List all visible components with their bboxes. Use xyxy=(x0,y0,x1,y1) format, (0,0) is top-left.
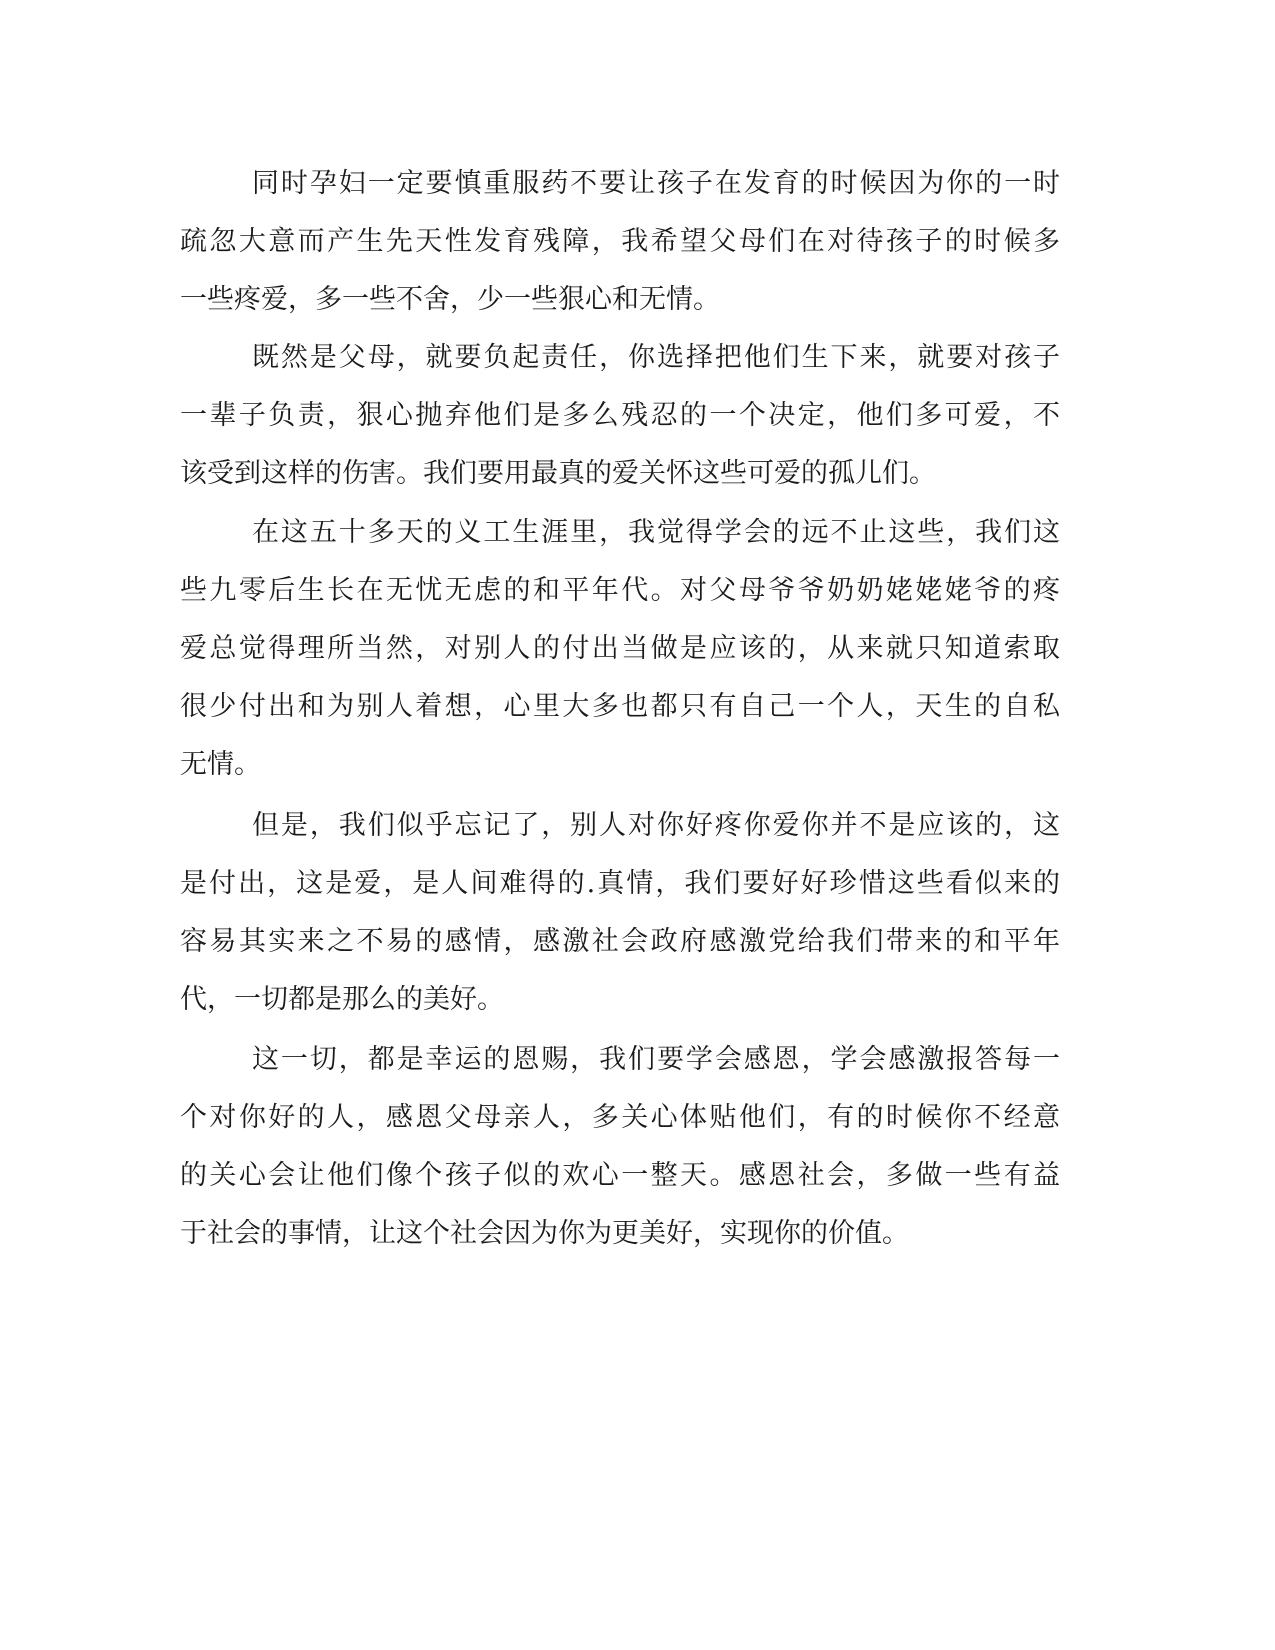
paragraph-3-line-4: 很少付出和为别人着想，心里大多也都只有自己一个人，天生的自私 xyxy=(180,691,1060,722)
paragraph-3-line-5: 无情。 xyxy=(180,749,261,780)
paragraph-4-line-1: 但是，我们似乎忘记了，别人对你好疼你爱你并不是应该的，这 xyxy=(252,810,1060,841)
paragraph-2-line-3: 该受到这样的伤害。我们要用最真的爱关怀这些可爱的孤儿们。 xyxy=(180,458,936,489)
paragraph-2-line-2: 一辈子负责，狠心抛弃他们是多么残忍的一个决定，他们多可爱，不 xyxy=(180,400,1060,431)
paragraph-5-line-4: 于社会的事情，让这个社会因为你为更美好，实现你的价值。 xyxy=(180,1218,909,1249)
paragraph-3-line-2: 些九零后生长在无忧无虑的和平年代。对父母爷爷奶奶姥姥姥爷的疼 xyxy=(180,575,1060,606)
paragraph-1-line-1: 同时孕妇一定要慎重服药不要让孩子在发育的时候因为你的一时 xyxy=(252,168,1060,199)
paragraph-1-line-2: 疏忽大意而产生先天性发育残障，我希望父母们在对待孩子的时候多 xyxy=(180,226,1060,257)
paragraph-4-line-3: 容易其实来之不易的感情，感激社会政府感激党给我们带来的和平年 xyxy=(180,926,1060,957)
paragraph-4-line-4: 代，一切都是那么的美好。 xyxy=(180,984,504,1015)
paragraph-5-line-3: 的关心会让他们像个孩子似的欢心一整天。感恩社会，多做一些有益 xyxy=(180,1160,1060,1191)
paragraph-5-line-2: 个对你好的人，感恩父母亲人，多关心体贴他们，有的时候你不经意 xyxy=(180,1102,1060,1133)
paragraph-1-line-3: 一些疼爱，多一些不舍，少一些狠心和无情。 xyxy=(180,284,720,315)
paragraph-5-line-1: 这一切，都是幸运的恩赐，我们要学会感恩，学会感激报答每一 xyxy=(252,1044,1060,1075)
paragraph-4-line-2: 是付出，这是爱，是人间难得的.真情，我们要好好珍惜这些看似来的 xyxy=(180,868,1060,899)
paragraph-3-line-3: 爱总觉得理所当然，对别人的付出当做是应该的，从来就只知道索取 xyxy=(180,633,1060,664)
paragraph-3-line-1: 在这五十多天的义工生涯里，我觉得学会的远不止这些，我们这 xyxy=(252,517,1060,548)
paragraph-2-line-1: 既然是父母，就要负起责任，你选择把他们生下来，就要对孩子 xyxy=(252,342,1060,373)
